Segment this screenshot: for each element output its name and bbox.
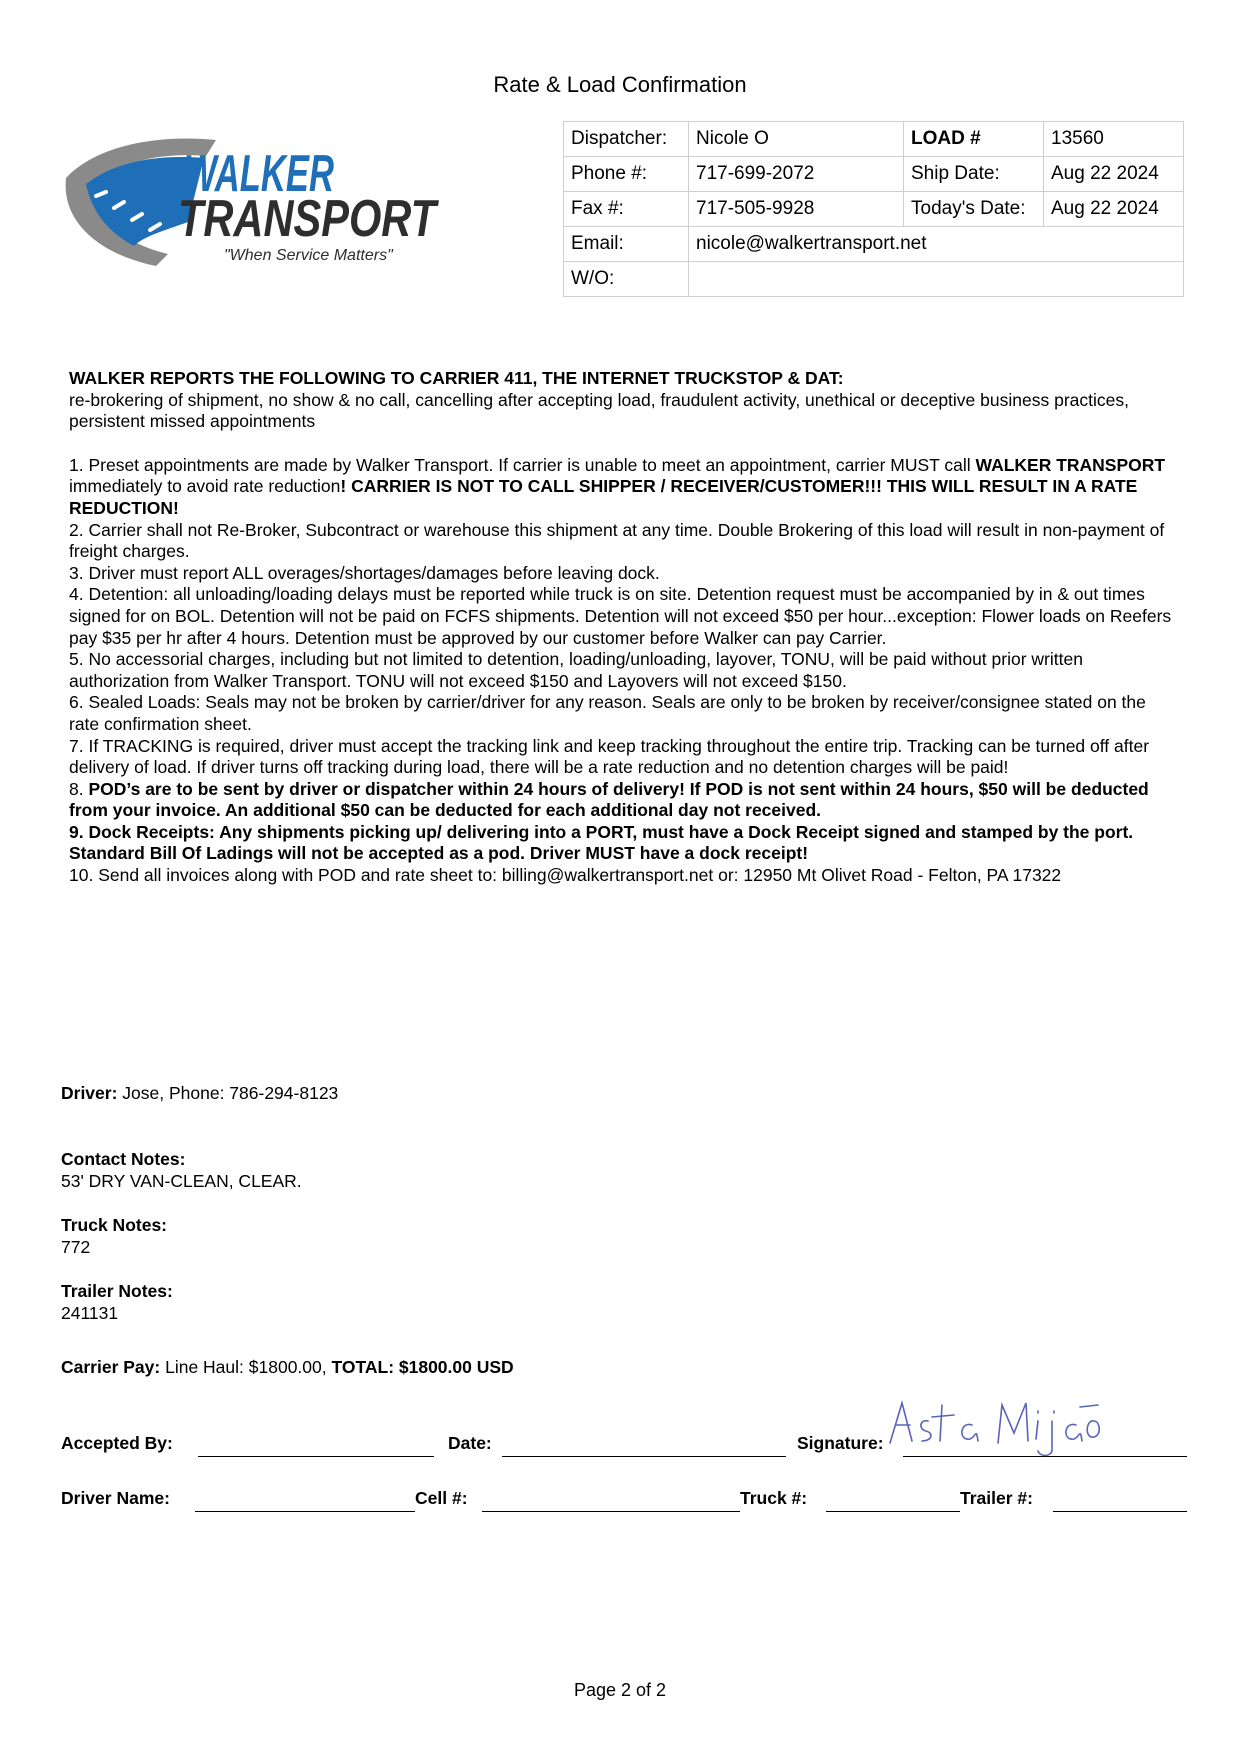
carrier-pay: Carrier Pay: Line Haul: $1800.00, TOTAL: $1800.00 USD [61,1357,514,1377]
report-text: re-brokering of shipment, no show & no call, cancelling after accepting load, fraudulent activity, unethical or deceptive business practices, persistent missed appointments [69,389,1129,432]
dispatch-info-table [563,121,1184,297]
term-7: 7. If TRACKING is required, driver must accept the tracking link and keep tracking throughout the entire trip. Tracking can be turned off after delivery of load. If driver turns off tracking during load, there will be a rate reduction and no detention charges will be paid! [69,735,1150,778]
load-label: LOAD # [904,122,1044,157]
signature-label: Signature: [797,1433,884,1453]
handwritten-signature [880,1395,1100,1465]
term-5: 5. No accessorial charges, including but not limited to detention, loading/unloading, layover, TONU, will be paid without prior written authorization from Walker Transport. TONU will not exceed $150 and Layovers will not exceed $150. [69,649,1083,691]
todays-date-label: Today's Date: [904,192,1044,227]
term-3: 3. Driver must report ALL overages/shortages/damages before leaving dock. [69,562,660,583]
ship-date-value: Aug 22 2024 [1044,157,1184,192]
date-field[interactable] [502,1456,786,1457]
table-row [564,122,1184,157]
page-number: Page 2 of 2 [573,1680,667,1700]
fax-label: Fax #: [564,192,689,227]
truck-notes: Truck Notes: 772 [61,1215,167,1257]
load-value: 13560 [1044,122,1184,157]
phone-label: Phone #: [564,157,689,192]
table-row [564,227,1184,262]
table-row [564,262,1184,297]
dispatcher-label: Dispatcher: [564,122,689,157]
driver-line: Driver: Jose, Phone: 786-294-8123 [61,1083,339,1103]
wo-value [689,262,1184,297]
truck-field[interactable] [826,1511,960,1512]
terms-section [69,368,1179,887]
trailer-field[interactable] [1053,1511,1187,1512]
walker-transport-logo [56,126,446,276]
report-heading: WALKER REPORTS THE FOLLOWING TO CARRIER 411, THE INTERNET TRUCKSTOP & DAT: [69,368,844,388]
trailer-notes: Trailer Notes: 241131 [61,1281,173,1323]
term-8: 8. POD’s are to be sent by driver or dispatcher within 24 hours of delivery! If POD is not sent within 24 hours, $50 will be deducted from your invoice. An additional $50 can be deducted for each additional day not received. [69,778,1149,821]
term-9: 9. Dock Receipts: Any shipments picking up/ delivering into a PORT, must have a Dock Receipt signed and stamped by the port. Standard Bill Of Ladings will not be accepted as a pod. Driver MUST have a dock receipt! [69,821,1134,864]
table-row [564,192,1184,227]
cell-field[interactable] [482,1511,740,1512]
term-1: 1. Preset appointments are made by Walker Transport. If carrier is unable to meet an appointment, carrier MUST call WALKER TRANSPORT immediately to avoid rate reduction! CARRIER IS NOT TO CALL SHIPPER / RECEIVER/CUSTOMER!!! THIS WILL RESULT IN A RATE REDUCTION! [69,454,1166,518]
contact-notes: Contact Notes: 53' DRY VAN-CLEAN, CLEAR. [61,1149,302,1191]
table-row [564,157,1184,192]
email-label: Email: [564,227,689,262]
phone-value: 717-699-2072 [689,157,904,192]
logo-line2: TRANSPORT [178,190,440,248]
cell-label: Cell #: [415,1488,468,1508]
truck-label: Truck #: [740,1488,808,1508]
driver-name-field[interactable] [195,1511,415,1512]
date-label: Date: [448,1433,492,1453]
driver-name-label: Driver Name: [61,1488,170,1508]
todays-date-value: Aug 22 2024 [1044,192,1184,227]
term-6: 6. Sealed Loads: Seals may not be broken by carrier/driver for any reason. Seals are only to be broken by receiver/consignee stated on the rate confirmation sheet. [69,692,1146,734]
trailer-label: Trailer #: [960,1488,1033,1508]
ship-date-label: Ship Date: [904,157,1044,192]
accepted-by-label: Accepted By: [61,1433,173,1453]
fax-value: 717-505-9928 [689,192,904,227]
logo-tagline: "When Service Matters" [224,247,393,264]
accepted-by-field[interactable] [198,1456,434,1457]
dispatcher-value: Nicole O [689,122,904,157]
email-value: nicole@walkertransport.net [689,227,1184,262]
logo-line1: WALKER [184,145,335,203]
term-4: 4. Detention: all unloading/loading delays must be reported while truck is on site. Detention request must be accompanied by in & out times signed for on BOL. Detention will not be paid on FCFS shipments. Detention will not exceed $50 per hour...exception: Flower loads on Reefers pay $35 per hr after 4 hours. Detention must be approved by our customer before Walker can pay Carrier. [69,584,1172,648]
term-2: 2. Carrier shall not Re-Broker, Subcontract or warehouse this shipment at any time. Double Brokering of this load will result in non-payment of freight charges. [69,519,1165,562]
wo-label: W/O: [564,262,689,297]
term-10: 10. Send all invoices along with POD and rate sheet to: billing@walkertransport.net or: 12950 Mt Olivet Road - Felton, PA 17322 [69,865,1062,886]
page-title: Rate & Load Confirmation [493,72,747,97]
